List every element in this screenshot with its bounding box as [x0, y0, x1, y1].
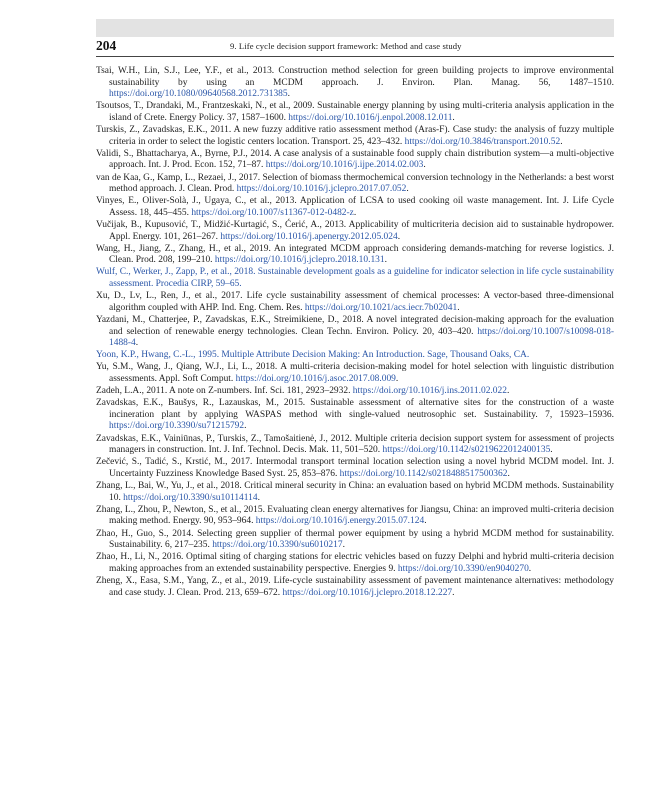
reference-text: Yu, S.M., Wang, J., Qiang, W.J., Li, L., 2018. A multi-criteria decision-making model for hotel selection with linguistic distribution assessments. Appl. Soft Comput.	[96, 362, 614, 384]
reference-entry	[96, 552, 614, 575]
reference-entry	[96, 315, 614, 350]
top-header-bar	[96, 19, 614, 37]
reference-text: Yoon, K.P., Hwang, C.-L., 1995. Multiple Attribute Decision Making: An Introduction. Sage, Thousand Oaks, CA.	[96, 350, 530, 361]
reference-end-punct: .	[550, 445, 553, 456]
doi-link[interactable]: https://doi.org/10.3390/su71215792	[109, 421, 245, 432]
reference-end-punct: .	[257, 492, 260, 503]
reference-entry	[96, 291, 614, 314]
reference-entry	[96, 173, 614, 196]
reference-entry	[96, 244, 614, 267]
doi-link[interactable]: https://doi.org/10.1016/j.asoc.2017.08.009	[235, 374, 396, 384]
reference-entry	[96, 505, 614, 528]
reference-entry[interactable]	[96, 267, 614, 290]
doi-link[interactable]: https://doi.org/10.1016/j.ins.2011.02.022	[352, 386, 507, 397]
doi-link[interactable]: https://doi.org/10.1016/j.jclepro.2017.07.052	[236, 184, 407, 195]
page-number: 204	[96, 38, 117, 53]
doi-link[interactable]: https://doi.org/10.3846/transport.2010.52	[404, 136, 561, 147]
reference-end-punct: .	[457, 302, 460, 313]
reference-end-punct: .	[452, 587, 455, 598]
reference-entry[interactable]	[96, 350, 614, 362]
reference-entry	[96, 398, 614, 433]
doi-link[interactable]: https://doi.org/10.1016/j.enpol.2008.12.011	[288, 112, 453, 123]
doi-link[interactable]: https://doi.org/10.1142/s0219622012400135	[382, 445, 551, 456]
reference-text: Tsoutsos, T., Drandaki, M., Frantzeskaki, N., et al., 2009. Sustainable energy planning by using multi-criteria analysis application in the island of Crete. Energy Policy. 37, 1587–1600.	[96, 101, 614, 123]
reference-entry	[96, 196, 614, 219]
reference-entry	[96, 529, 614, 552]
reference-text: Zhao, H., Guo, S., 2014. Selecting green supplier of thermal power equipment by using a hybrid MCDM method for sustainability. Sustainability. 6, 217–235.	[96, 528, 614, 551]
reference-entry	[96, 101, 614, 124]
doi-link[interactable]: https://doi.org/10.1016/j.apenergy.2012.05.024	[220, 231, 398, 242]
reference-text: Zadeh, L.A., 2011. A note on Z-numbers. Inf. Sci. 181, 2923–2932.	[96, 386, 353, 397]
reference-end-punct: .	[353, 207, 357, 218]
reference-entry	[96, 576, 614, 599]
reference-list	[96, 66, 614, 600]
reference-text: Xu, D., Lv, L., Ren, J., et al., 2017. Life cycle sustainability assessment of chemical processes: A vector-based three-dimensional algorithm coupled with AHP. Ind. Eng. Chem. Res.	[96, 291, 614, 313]
reference-text: Yazdani, M., Chatterjee, P., Zavadskas, E.K., Streimikiene, D., 2018. A novel integrated decision-making approach for the evaluation and selection of renewable energy technologies. Clean Techn. Environ. Policy. 20, 403–420.	[96, 314, 614, 337]
doi-link[interactable]: https://doi.org/10.3390/su10114114	[123, 492, 258, 503]
reference-entry	[96, 386, 614, 398]
reference-text: Zavadskas, E.K., Vainiūnas, P., Turskis, Z., Tamošaitienė, J., 2012. Multiple criteria decision support system for assessment of projects managers in construction. Int. J. Inf. Technol. Decis. Mak. 11, 501–520.	[96, 433, 614, 456]
doi-link[interactable]: https://doi.org/10.1021/acs.iecr.7b02041	[304, 302, 458, 313]
reference-entry	[96, 481, 614, 504]
doi-link[interactable]: https://doi.org/10.1007/s10098-018-1488-4	[109, 326, 614, 349]
reference-end-punct: .	[384, 255, 387, 266]
reference-text: Zhao, H., Li, N., 2016. Optimal siting of charging stations for electric vehicles based on fuzzy Delphi and hybrid multi-criteria decision making approaches from an extended sustainability perspective. Energies 9.	[96, 552, 614, 574]
reference-end-punct: .	[507, 468, 510, 479]
page-header	[96, 38, 614, 56]
doi-link[interactable]: https://doi.org/10.3390/su6010217	[212, 540, 343, 551]
reference-end-punct: .	[395, 374, 399, 384]
doi-link[interactable]: https://doi.org/10.1016/j.ijpe.2014.02.003	[265, 160, 424, 171]
reference-text: Wang, H., Jiang, Z., Zhang, H., et al., 2019. An integrated MCDM approach considering demands-matching for reverse logistics. J. Clean. Prod. 208, 199–210.	[96, 243, 614, 266]
reference-end-punct: .	[342, 540, 345, 551]
doi-link[interactable]: https://doi.org/10.1016/j.energy.2015.07.124	[255, 516, 425, 527]
reference-text: Wulf, C., Werker, J., Zapp, P., et al., 2018. Sustainable development goals as a guideline for indicator selection in life cycle sustainability assessment. Procedia CIRP, 59–65.	[96, 267, 614, 290]
reference-text: Tsai, W.H., Lin, S.J., Lee, Y.F., et al., 2013. Construction method selection for green building projects to improve environmental sustainability by using an MCDM approach. J. Environ. Plan. Manag. 56, 1487–1510.	[96, 66, 614, 88]
reference-end-punct: .	[423, 160, 426, 171]
doi-link[interactable]: https://doi.org/10.3390/en9040270	[397, 563, 529, 574]
reference-entry	[96, 66, 614, 101]
doi-link[interactable]: https://doi.org/10.1016/j.jclepro.2018.10.131	[214, 255, 385, 266]
reference-end-punct: .	[287, 89, 290, 100]
reference-text: Vučijak, B., Kupusović, T., Midžić-Kurtagić, S., Ćerić, A., 2013. Applicability of multicriteria decision aid to sustainable hydropower. Appl. Energy. 101, 261–267.	[96, 220, 614, 242]
reference-text: van de Kaa, G., Kamp, L., Rezaei, J., 2017. Selection of biomass thermochemical conversion technology in the Netherlands: a best worst method approach. J. Clean. Prod.	[96, 172, 614, 195]
reference-entry	[96, 434, 614, 457]
reference-end-punct: .	[406, 184, 409, 195]
reference-end-punct: .	[528, 563, 532, 574]
header-divider	[96, 56, 614, 57]
reference-entry	[96, 149, 614, 172]
reference-end-punct: .	[135, 338, 139, 349]
reference-entry	[96, 125, 614, 148]
reference-text: Zhang, L., Bai, W., Yu, J., et al., 2018. Critical mineral security in China: an evaluation based on hybrid MCDM methods. Sustainability 10.	[96, 481, 614, 503]
reference-end-punct: .	[397, 231, 401, 242]
reference-end-punct: .	[244, 421, 247, 432]
doi-link[interactable]: https://doi.org/10.1142/s0218488517500362	[339, 468, 508, 479]
running-title: 9. Life cycle decision support framework: Method and case study	[230, 41, 462, 51]
reference-end-punct: .	[560, 136, 563, 147]
reference-end-punct: .	[452, 112, 455, 123]
reference-end-punct: .	[506, 386, 510, 397]
doi-link[interactable]: https://doi.org/10.1007/s11367-012-0482-z	[191, 207, 354, 218]
reference-entry	[96, 220, 614, 243]
reference-text: Vinyes, E., Oliver-Solà, J., Ugaya, C., et al., 2013. Application of LCSA to used cooking oil waste management. Int. J. Life Cycle Assess. 18, 445–455.	[96, 196, 614, 218]
reference-text: Validi, S., Bhattacharya, A., Byrne, P.J., 2014. A case analysis of a sustainable food supply chain distribution system—a multi-objective approach. Int. J. Prod. Econ. 152, 71–87.	[96, 148, 614, 171]
reference-text: Zavadskas, E.K., Baušys, R., Lazauskas, M., 2015. Sustainable assessment of alternative sites for the construction of a waste incineration plant by applying WASPAS method with single-valued neutrosophic set. Sustainability. 7, 15923–15936.	[96, 398, 614, 420]
reference-text: Zheng, X., Easa, S.M., Yang, Z., et al., 2019. Life-cycle sustainability assessment of pavement maintenance alternatives: methodology and case study. J. Clean. Prod. 213, 659–672.	[96, 576, 614, 598]
reference-text: Zečević, S., Tadić, S., Krstić, M., 2017. Intermodal transport terminal location selection using a novel hybrid MCDM model. Int. J. Uncertainty Fuzziness Knowledge Based Syst. 25, 853–876.	[96, 457, 614, 479]
reference-text: Zhang, L., Zhou, P., Newton, S., et al., 2015. Evaluating clean energy alternatives for Jiangsu, China: an improved multi-criteria decision making method. Energy. 90, 953–964.	[96, 504, 614, 527]
reference-entry	[96, 362, 614, 385]
reference-end-punct: .	[424, 516, 427, 527]
reference-entry	[96, 457, 614, 480]
doi-link[interactable]: https://doi.org/10.1080/09640568.2012.731385	[109, 89, 288, 100]
reference-text: Turskis, Z., Zavadskas, E.K., 2011. A new fuzzy additive ratio assessment method (Aras-F). Case study: the analysis of fuzzy multiple criteria in order to select the logistic centers location. Transport. 25, 423–432.	[96, 125, 614, 147]
doi-link[interactable]: https://doi.org/10.1016/j.jclepro.2018.12.227	[282, 587, 453, 598]
